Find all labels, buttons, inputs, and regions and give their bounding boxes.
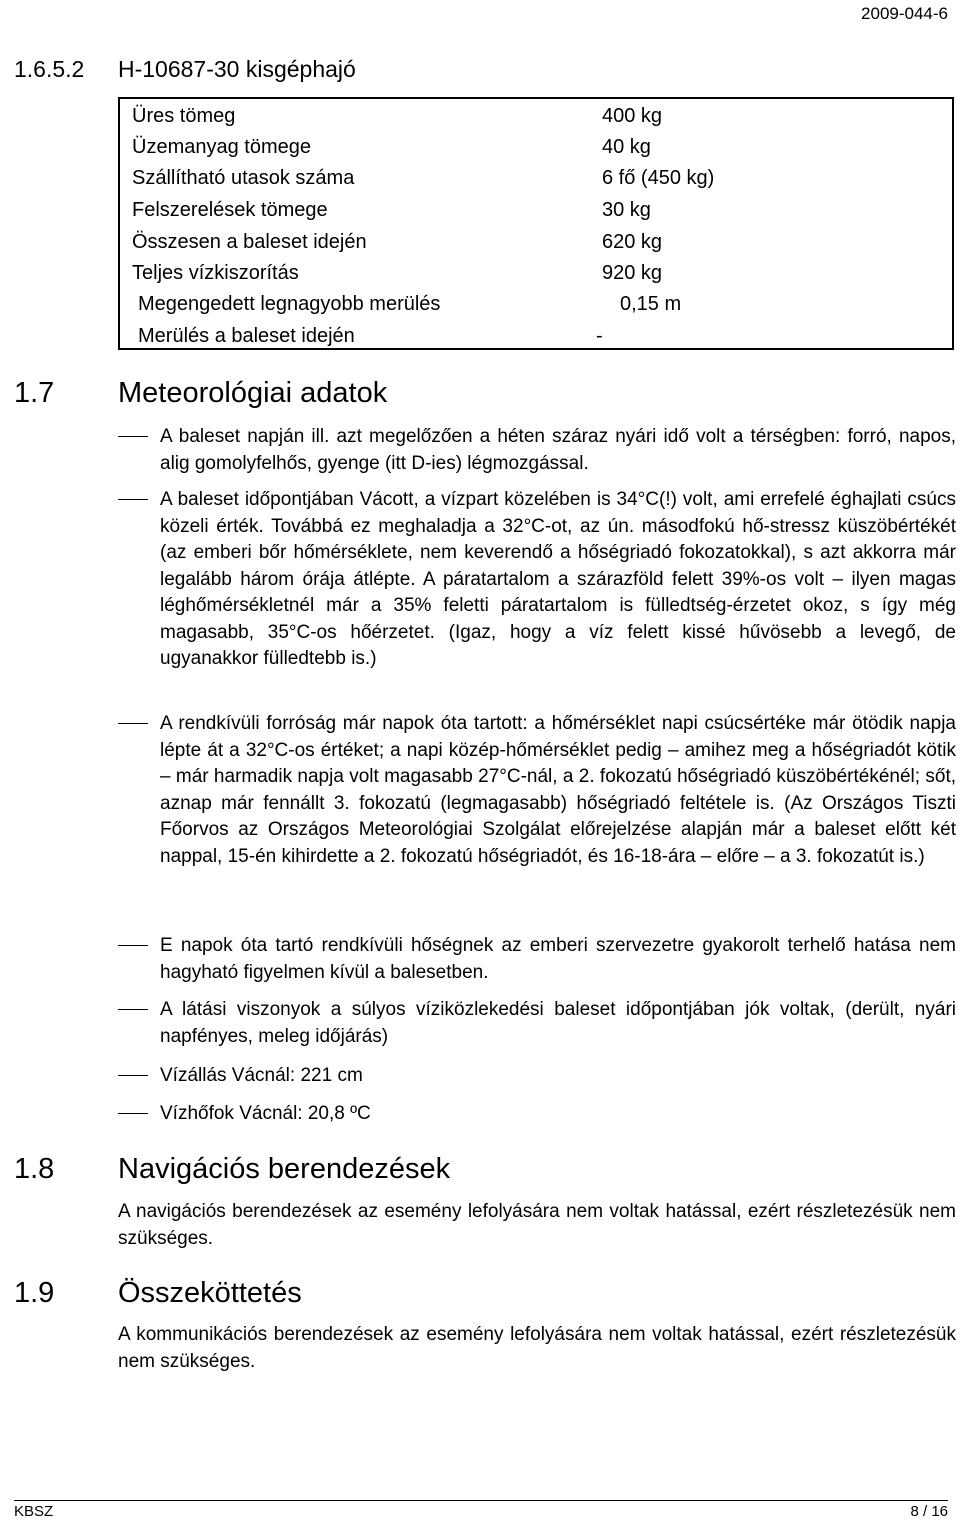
list-item-text: A rendkívüli forróság már napok óta tartott: a hőmérséklet napi csúcsértéke már ötödik napja lépte át a 32°C-os értéket; a napi közép-hőmérséklet pedig – amihez meg a hőségriadót kötik – már harmadik napja volt magasabb 27°C-nál, a 2. fokozatú hőségriadó küszöbértékénél; sőt, aznap már fennállt 3. fokozatú (legmagasabb) hőségriadó feltétele is. (Az Országos Tiszti Főorvos az Országos Meteorológiai Szolgálat előrejelzése alapján már a baleset előtt két nappal, 15-én kihirdette a 2. fokozatú hőségriadót, és 16-18-ára – előre – a 3. fokozatút is.)	[160, 713, 956, 867]
section-heading-1652	[14, 56, 356, 83]
footer-org: KBSZ	[14, 1503, 54, 1520]
section-heading-19	[14, 1276, 302, 1310]
page-number: 8 / 16	[910, 1503, 948, 1520]
list-item-text: A baleset időpontjában Vácott, a vízpart közelében is 34°C(!) volt, ami errefelé éghajlati csúcs közeli érték. Továbbá ez meghaladja a 32°C-ot, az ún. másodfokú hő-stressz küszöbértékét (az emberi bőr hőmérséklete, nem keverendő a hőségriadó fokozatokkal), s azt akkorra már legalább három órája átlépte. A páratartalom a szárazföld felett 39%-os volt – ilyen magas léghőmérsékletnél már a 35% feletti páratartalom is fülledtség-érzetet okoz, s így még magasabb, 35°C-os hőérzetet. (Igaz, hogy a víz felett kissé hűvösebb a levegő, de ugyanakkor fülledtebb is.)	[160, 489, 956, 669]
section-number: 1.9	[14, 1277, 55, 1309]
list-item-text: A baleset napján ill. azt megelőzően a héten száraz nyári idő volt a térségben: forró, napos, alig gomolyfelhős, gyenge (itt D-ies) légmozgással.	[160, 426, 956, 474]
spec-label: Üres tömeg	[132, 105, 236, 127]
list-item	[118, 997, 956, 1050]
spec-row	[132, 134, 952, 160]
dash-bullet-icon	[118, 1009, 148, 1010]
dash-bullet-icon	[118, 1075, 148, 1076]
dash-bullet-icon	[118, 436, 148, 437]
dash-bullet-icon	[118, 723, 148, 724]
spec-row	[132, 197, 952, 223]
section-heading-17	[14, 376, 387, 410]
list-item-text: A látási viszonyok a súlyos víziközlekedési baleset időpontjában jók voltak, (derült, nyári napfényes, meleg időjárás)	[160, 999, 956, 1047]
spec-value: 30 kg	[602, 199, 651, 221]
dash-bullet-icon	[118, 945, 148, 946]
spec-value: 400 kg	[602, 105, 663, 127]
spec-row	[132, 260, 952, 286]
section-text-19: A kommunikációs berendezések az esemény lefolyására nem voltak hatással, ezért részletezésük nem szükséges.	[118, 1324, 956, 1372]
list-item	[118, 424, 956, 477]
list-item	[118, 1101, 956, 1128]
section-text-18: A navigációs berendezések az esemény lefolyására nem voltak hatással, ezért részletezésük nem szükséges.	[118, 1201, 956, 1249]
spec-value: 0,15 m	[620, 293, 682, 315]
section-title: H-10687-30 kisgéphajó	[118, 56, 356, 82]
spec-row	[138, 291, 958, 317]
list-item	[118, 933, 956, 986]
spec-label: Összesen a baleset idején	[132, 231, 367, 253]
page-footer	[14, 1500, 948, 1520]
spec-row	[132, 165, 952, 191]
spec-label: Szállítható utasok száma	[132, 167, 355, 189]
spec-label: Teljes vízkiszorítás	[132, 262, 299, 284]
spec-value: 920 kg	[602, 262, 663, 284]
spec-label: Üzemanyag tömege	[132, 136, 311, 158]
spec-value: -	[596, 325, 603, 347]
document-id: 2009-044-6	[861, 4, 948, 23]
section-number: 1.7	[14, 377, 55, 409]
spec-label: Felszerelések tömege	[132, 199, 328, 221]
spec-value: 6 fő (450 kg)	[602, 167, 715, 189]
section-title: Összeköttetés	[118, 1277, 302, 1309]
section-number: 1.8	[14, 1153, 55, 1185]
dash-bullet-icon	[118, 1113, 148, 1114]
spec-row	[132, 229, 952, 255]
spec-label: Merülés a baleset idején	[138, 325, 355, 347]
section-title: Meteorológiai adatok	[118, 377, 388, 409]
list-item-text: Vízállás Vácnál: 221 cm	[160, 1065, 363, 1086]
section-title: Navigációs berendezések	[118, 1153, 451, 1185]
specs-table	[118, 97, 954, 350]
section-heading-18	[14, 1152, 450, 1186]
spec-label: Megengedett legnagyobb merülés	[138, 293, 441, 315]
list-item	[118, 711, 956, 870]
spec-value: 620 kg	[602, 231, 663, 253]
spec-row	[132, 103, 952, 129]
section-number: 1.6.5.2	[14, 56, 85, 82]
spec-row	[138, 323, 958, 349]
list-item	[118, 487, 956, 673]
list-item-text: Vízhőfok Vácnál: 20,8 ºC	[160, 1103, 371, 1124]
list-item	[118, 1063, 956, 1090]
spec-value: 40 kg	[602, 136, 651, 158]
dash-bullet-icon	[118, 499, 148, 500]
list-item-text: E napok óta tartó rendkívüli hőségnek az emberi szervezetre gyakorolt terhelő hatása nem hagyható figyelmen kívül a balesetben.	[160, 935, 956, 983]
